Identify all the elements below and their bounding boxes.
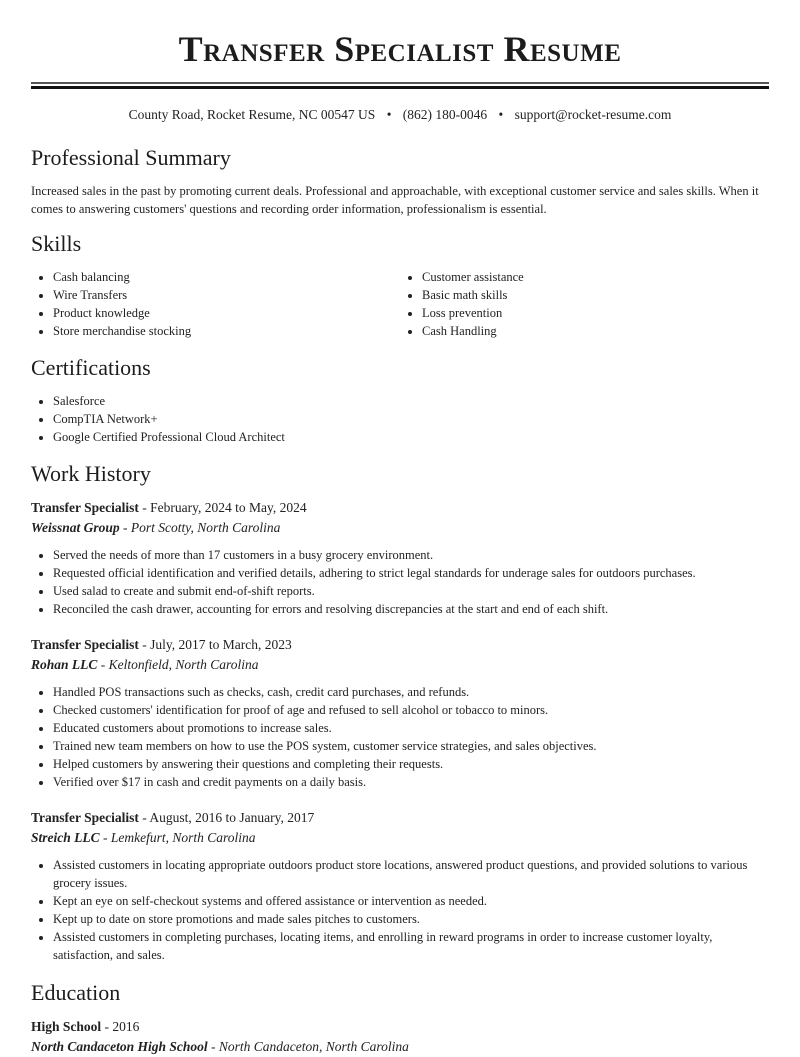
job-title-line bbox=[31, 498, 769, 518]
education-degree-line bbox=[31, 1017, 769, 1037]
certification-item: • Google Certified Professional Cloud Architect bbox=[53, 428, 769, 446]
skill-item: • Basic math skills bbox=[422, 286, 769, 304]
skill-item: • Product knowledge bbox=[53, 304, 400, 322]
skills-column-left bbox=[31, 268, 400, 340]
job-bullet: • Kept an eye on self-checkout systems and offered assistance or intervention as needed. bbox=[53, 892, 769, 910]
job-bullet: • Handled POS transactions such as checks, cash, credit card purchases, and refunds. bbox=[53, 683, 769, 701]
dash: - bbox=[207, 1039, 219, 1054]
header-divider-thick bbox=[31, 86, 769, 89]
job-company-line bbox=[31, 655, 769, 675]
dash: - bbox=[138, 810, 150, 825]
dash: - bbox=[97, 657, 109, 672]
job-bullet: • Used salad to create and submit end-of-shift reports. bbox=[53, 582, 769, 600]
skills-column-right bbox=[400, 268, 769, 340]
skill-item: • Wire Transfers bbox=[53, 286, 400, 304]
skills-grid bbox=[31, 268, 769, 340]
job-bullet: • Kept up to date on store promotions and made sales pitches to customers. bbox=[53, 910, 769, 928]
contact-email: support@rocket-resume.com bbox=[514, 107, 672, 122]
job-title: Transfer Specialist bbox=[31, 637, 139, 652]
job-company: Streich LLC bbox=[31, 830, 100, 845]
job-title: Transfer Specialist bbox=[31, 810, 139, 825]
bullet-separator: • bbox=[386, 107, 392, 122]
skill-item: • Customer assistance bbox=[422, 268, 769, 286]
work-history-section bbox=[31, 460, 769, 964]
header-divider-thin bbox=[31, 82, 769, 84]
dash: - bbox=[119, 520, 131, 535]
job-bullet: • Checked customers' identification for proof of age and refused to sell alcohol or tobacco to minors. bbox=[53, 701, 769, 719]
job-entry bbox=[31, 635, 769, 791]
job-company: Rohan LLC bbox=[31, 657, 98, 672]
job-bullet: • Reconciled the cash drawer, accounting for errors and resolving discrepancies at the start and end of each shift. bbox=[53, 600, 769, 618]
skill-item: • Loss prevention bbox=[422, 304, 769, 322]
education-section bbox=[31, 979, 769, 1057]
education-location: North Candaceton, North Carolina bbox=[218, 1039, 409, 1054]
job-entry bbox=[31, 808, 769, 964]
job-location: Port Scotty, North Carolina bbox=[130, 520, 281, 535]
job-title: Transfer Specialist bbox=[31, 500, 139, 515]
page-title: Transfer Specialist Resume bbox=[178, 29, 622, 69]
job-bullet: • Assisted customers in completing purchases, locating items, and enrolling in reward programs in order to increase customer loyalty, satisfaction, and sales. bbox=[53, 928, 769, 964]
certifications-section bbox=[31, 354, 769, 446]
dash: - bbox=[138, 637, 151, 652]
dash: - bbox=[101, 1019, 113, 1034]
bullet-separator: • bbox=[498, 107, 504, 122]
skills-section bbox=[31, 230, 769, 340]
job-entry bbox=[31, 498, 769, 618]
section-heading: Professional Summary bbox=[31, 145, 231, 170]
job-bullet: • Educated customers about promotions to increase sales. bbox=[53, 719, 769, 737]
certifications-list bbox=[31, 392, 769, 446]
job-dates: August, 2016 to January, 2017 bbox=[149, 810, 315, 825]
job-title-line bbox=[31, 635, 769, 655]
skill-item: • Cash Handling bbox=[422, 322, 769, 340]
education-degree: High School bbox=[31, 1019, 102, 1034]
job-dates: July, 2017 to March, 2023 bbox=[150, 637, 292, 652]
dash: - bbox=[99, 830, 111, 845]
section-heading: Education bbox=[31, 980, 121, 1005]
job-bullets bbox=[31, 683, 769, 791]
job-bullet: • Served the needs of more than 17 customers in a busy grocery environment. bbox=[53, 546, 769, 564]
education-year: 2016 bbox=[112, 1019, 140, 1034]
job-bullets bbox=[31, 546, 769, 618]
contact-line bbox=[31, 106, 769, 124]
skill-item: • Store merchandise stocking bbox=[53, 322, 400, 340]
summary-text: Increased sales in the past by promoting current deals. Professional and approachable, with exceptional customer service and sales skills. When it comes to answering customers' questions and recording order information, professionalism is essential. bbox=[31, 184, 759, 216]
job-bullet: • Requested official identification and verified details, adhering to strict legal standards for underage sales for outdoors purchases. bbox=[53, 564, 769, 582]
job-title-line bbox=[31, 808, 769, 828]
job-dates: February, 2024 to May, 2024 bbox=[150, 500, 307, 515]
education-school: North Candaceton High School bbox=[31, 1039, 208, 1054]
contact-phone: (862) 180-0046 bbox=[402, 107, 488, 122]
job-company-line bbox=[31, 518, 769, 538]
contact-address: County Road, Rocket Resume, NC 00547 US bbox=[128, 107, 376, 122]
job-company: Weissnat Group bbox=[31, 520, 120, 535]
job-bullet: • Trained new team members on how to use the POS system, customer service strategies, and sales objectives. bbox=[53, 737, 769, 755]
education-school-line bbox=[31, 1037, 769, 1057]
section-heading: Skills bbox=[31, 231, 82, 256]
job-bullets bbox=[31, 856, 769, 964]
dash: - bbox=[138, 500, 151, 515]
professional-summary-section bbox=[31, 144, 769, 218]
section-heading: Certifications bbox=[31, 355, 151, 380]
job-bullet: • Verified over $17 in cash and credit payments on a daily basis. bbox=[53, 773, 769, 791]
certification-item: • CompTIA Network+ bbox=[53, 410, 769, 428]
job-bullet: • Assisted customers in locating appropriate outdoors product store locations, answered product questions, and provided solutions to various grocery issues. bbox=[53, 856, 769, 892]
education-entry bbox=[31, 1017, 769, 1057]
job-location: Lemkefurt, North Carolina bbox=[110, 830, 256, 845]
job-location: Keltonfield, North Carolina bbox=[108, 657, 259, 672]
certification-item: • Salesforce bbox=[53, 392, 769, 410]
job-company-line bbox=[31, 828, 769, 848]
skill-item: • Cash balancing bbox=[53, 268, 400, 286]
section-heading: Work History bbox=[31, 461, 151, 486]
job-bullet: • Helped customers by answering their questions and completing their requests. bbox=[53, 755, 769, 773]
